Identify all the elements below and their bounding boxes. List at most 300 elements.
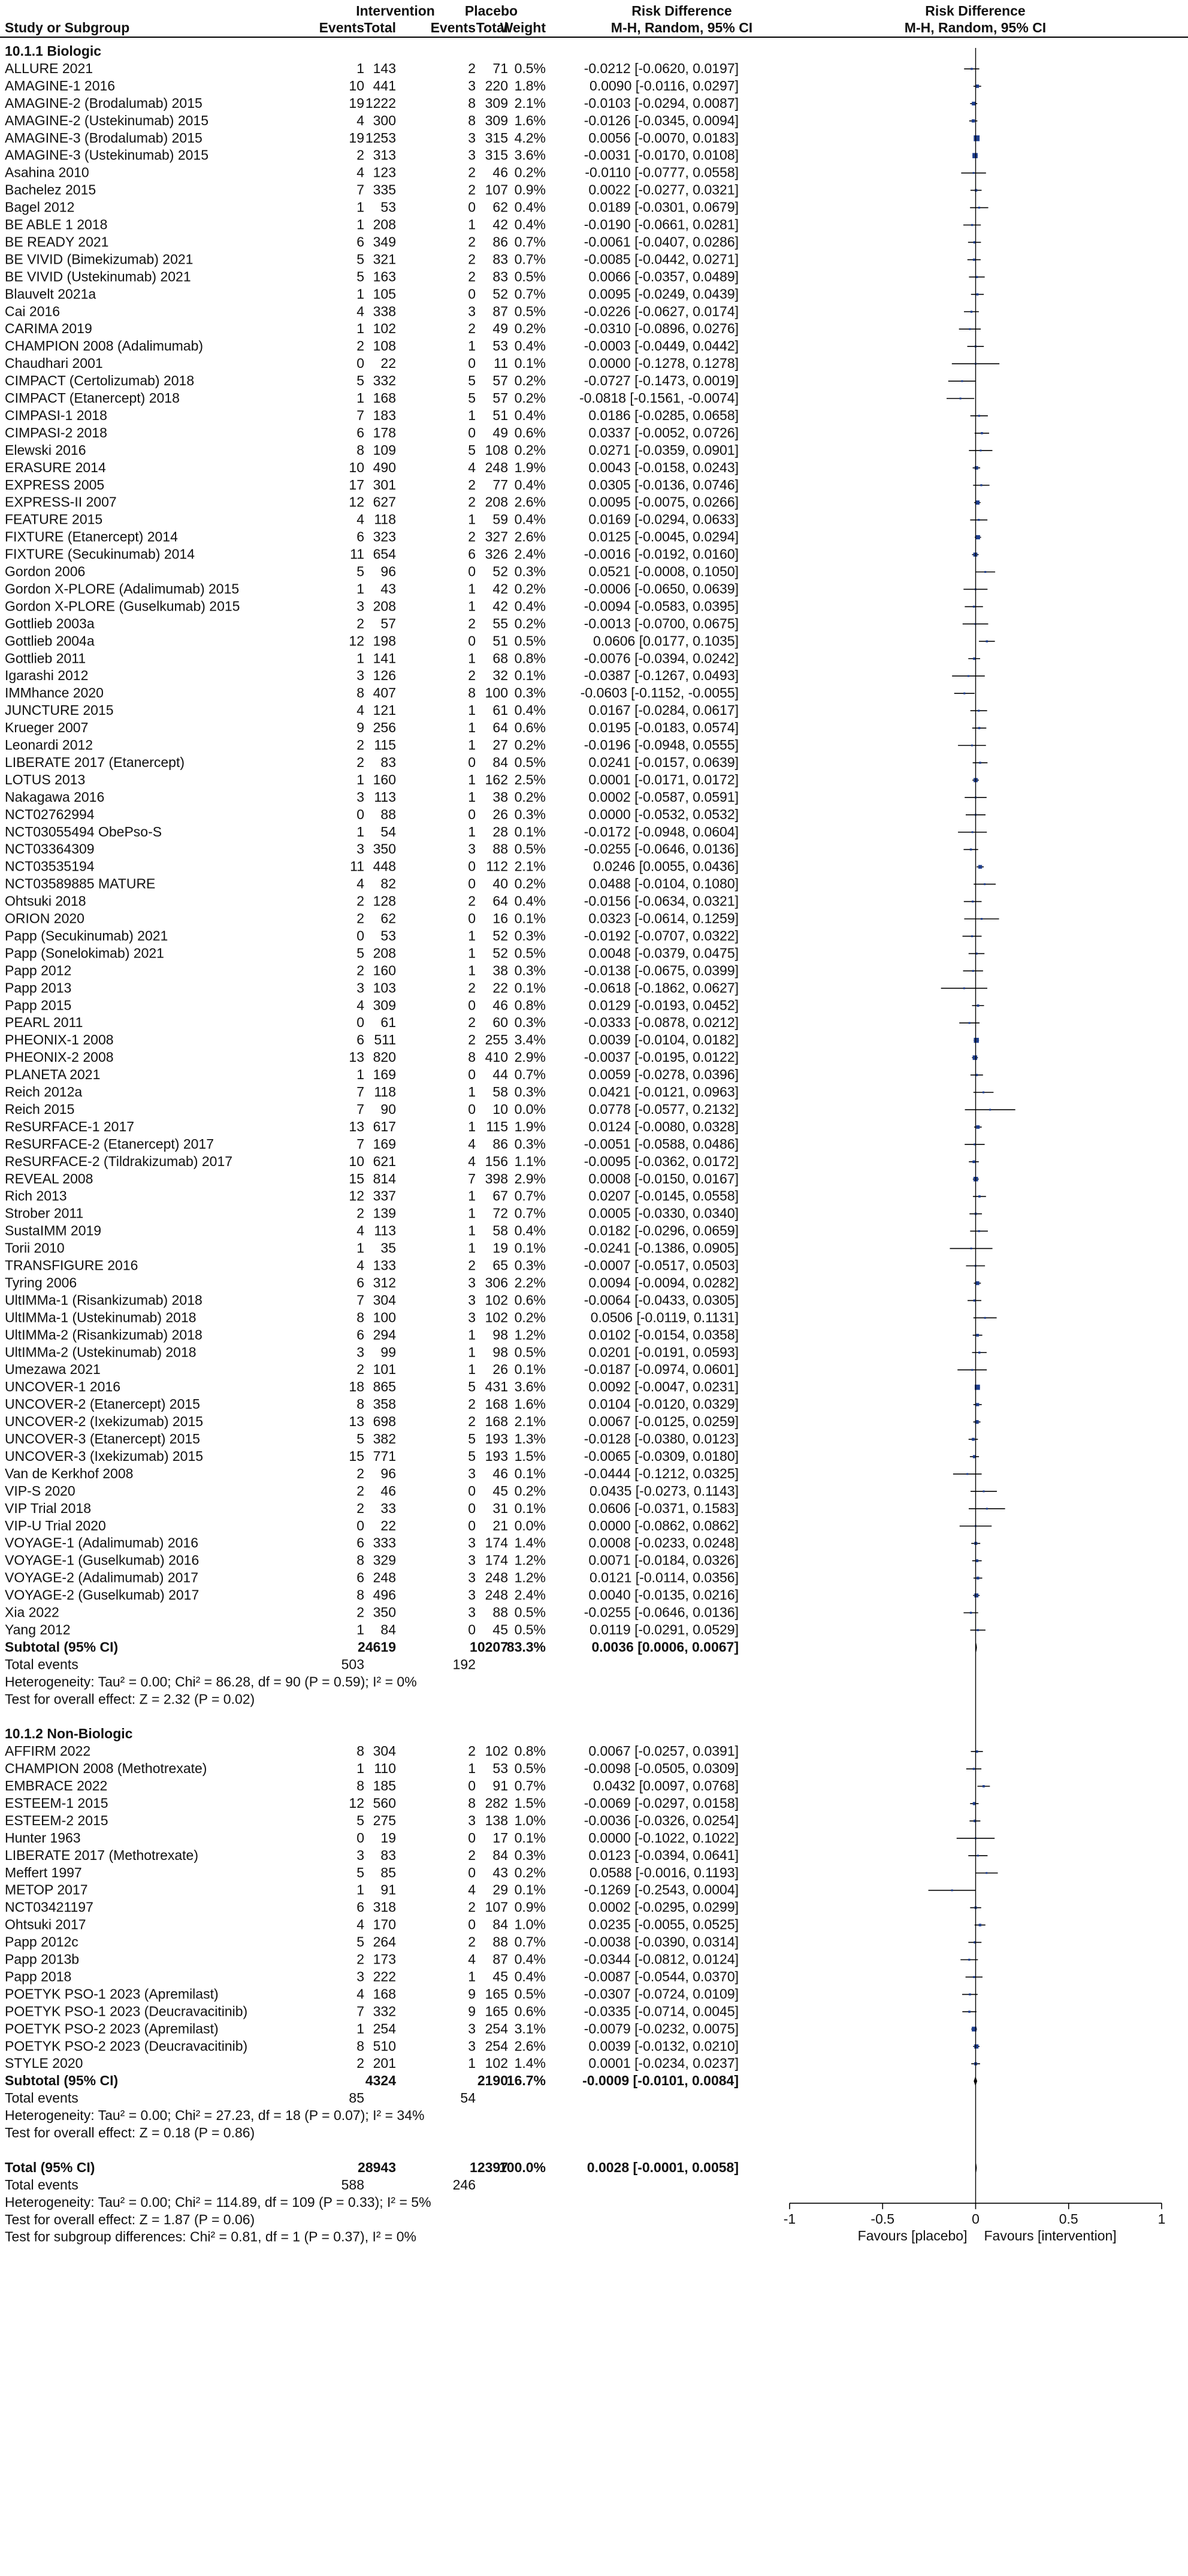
study-risk-difference: 0.0169 [-0.0294, 0.0633] — [588, 511, 739, 527]
study-name: LIBERATE 2017 (Methotrexate) — [5, 1847, 198, 1863]
study-events-placebo: 3 — [468, 841, 476, 857]
study-weight: 2.5% — [514, 771, 546, 787]
study-events-intervention: 7 — [356, 1292, 364, 1308]
study-name: IMMhance 2020 — [5, 685, 104, 701]
study-point-estimate — [984, 571, 986, 573]
study-risk-difference: 0.0521 [-0.0008, 0.1050] — [588, 563, 739, 579]
x-axis-tick-label: 0.5 — [1059, 2210, 1078, 2227]
header-plot-risk-difference: Risk Difference — [925, 3, 1026, 19]
study-events-placebo: 3 — [468, 147, 476, 163]
study-total-placebo: 32 — [492, 668, 508, 684]
study-risk-difference: -0.0226 [-0.0627, 0.0174] — [584, 303, 739, 319]
study-name: VIP-S 2020 — [5, 1482, 75, 1499]
study-events-placebo: 9 — [468, 1986, 476, 2002]
study-events-placebo: 1 — [468, 1760, 476, 1777]
study-events-intervention: 1 — [356, 650, 364, 666]
study-events-intervention: 2 — [356, 1205, 364, 1221]
study-name: PHEONIX-1 2008 — [5, 1032, 114, 1048]
study-total-placebo: 29 — [492, 1882, 508, 1898]
study-events-intervention: 0 — [356, 1014, 364, 1031]
study-name: FIXTURE (Etanercept) 2014 — [5, 529, 178, 545]
overall-events-intervention: 588 — [341, 2176, 364, 2193]
study-total-intervention: 85 — [380, 1864, 396, 1880]
study-weight: 0.7% — [514, 1778, 546, 1793]
study-weight: 0.2% — [514, 1309, 546, 1325]
study-point-estimate — [978, 415, 980, 416]
study-total-intervention: 621 — [373, 1153, 396, 1169]
study-risk-difference: 0.0337 [-0.0052, 0.0726] — [588, 424, 739, 440]
study-weight: 0.3% — [514, 962, 546, 979]
study-name: VOYAGE-1 (Adalimumab) 2016 — [5, 1535, 198, 1551]
study-total-placebo: 31 — [492, 1500, 508, 1516]
study-total-intervention: 169 — [373, 1136, 396, 1152]
study-total-intervention: 183 — [373, 407, 396, 423]
study-total-intervention: 96 — [380, 563, 396, 579]
study-point-estimate — [973, 1768, 975, 1769]
study-total-placebo: 306 — [485, 1275, 508, 1291]
study-point-estimate — [951, 1889, 953, 1891]
study-total-intervention: 441 — [373, 77, 396, 93]
study-name: SustaIMM 2019 — [5, 1222, 102, 1239]
study-events-intervention: 4 — [356, 1222, 364, 1239]
favours-intervention-label: Favours [intervention] — [984, 2227, 1117, 2243]
study-events-intervention: 8 — [356, 1743, 364, 1759]
study-point-estimate — [972, 970, 974, 972]
study-name: JUNCTURE 2015 — [5, 702, 114, 718]
study-total-intervention: 332 — [373, 373, 396, 389]
study-name: Nakagawa 2016 — [5, 789, 105, 805]
subtotal-label: Subtotal (95% CI) — [5, 2073, 119, 2089]
study-total-intervention: 333 — [373, 1535, 396, 1551]
study-risk-difference: 0.0000 [-0.1022, 0.1022] — [588, 1829, 739, 1846]
study-risk-difference: 0.0039 [-0.0132, 0.0210] — [588, 2038, 739, 2054]
study-total-intervention: 160 — [373, 962, 396, 979]
study-events-intervention: 7 — [356, 2003, 364, 2019]
study-point-estimate — [979, 762, 981, 763]
study-name: UNCOVER-1 2016 — [5, 1379, 121, 1395]
study-events-placebo: 2 — [468, 1743, 476, 1759]
study-name: AMAGINE-3 (Brodalumab) 2015 — [5, 129, 202, 146]
study-total-intervention: 256 — [373, 720, 396, 736]
study-total-intervention: 99 — [380, 1344, 396, 1360]
study-events-placebo: 2 — [468, 494, 476, 510]
study-point-estimate — [972, 1161, 975, 1163]
study-events-intervention: 0 — [356, 1829, 364, 1846]
study-risk-difference: 0.0129 [-0.0193, 0.0452] — [588, 997, 739, 1013]
study-events-placebo: 8 — [468, 112, 476, 128]
study-name: Ohtsuki 2017 — [5, 1916, 86, 1932]
x-axis-tick-label: -0.5 — [870, 2210, 895, 2227]
study-events-placebo: 3 — [468, 1309, 476, 1325]
study-point-estimate — [978, 1352, 980, 1354]
study-total-intervention: 118 — [374, 511, 396, 527]
study-point-estimate — [976, 1334, 979, 1337]
study-weight: 2.6% — [514, 2038, 546, 2054]
study-total-placebo: 168 — [485, 1414, 508, 1430]
study-weight: 0.5% — [514, 1344, 546, 1360]
study-weight: 0.2% — [514, 442, 546, 458]
study-point-estimate — [983, 1490, 985, 1492]
study-risk-difference: 0.0305 [-0.0136, 0.0746] — [588, 476, 739, 493]
study-total-placebo: 87 — [492, 303, 508, 319]
study-total-intervention: 123 — [373, 164, 396, 180]
study-events-intervention: 12 — [349, 1188, 364, 1204]
study-risk-difference: -0.0310 [-0.0896, 0.0276] — [584, 321, 739, 337]
study-weight: 0.7% — [514, 286, 546, 302]
subtotal-total-intervention: 24619 — [358, 1639, 396, 1655]
study-total-intervention: 771 — [373, 1448, 396, 1464]
study-events-intervention: 6 — [356, 529, 364, 545]
study-total-placebo: 156 — [485, 1153, 508, 1169]
study-events-intervention: 10 — [349, 459, 364, 475]
study-total-placebo: 16 — [492, 910, 508, 926]
study-weight: 0.7% — [514, 1205, 546, 1221]
study-events-placebo: 7 — [468, 1170, 476, 1186]
study-risk-difference: -0.0187 [-0.0974, 0.0601] — [584, 1361, 739, 1378]
study-name: Chaudhari 2001 — [5, 355, 103, 372]
study-events-intervention: 3 — [356, 1968, 364, 1985]
study-events-placebo: 1 — [468, 1240, 476, 1256]
study-risk-difference: 0.0323 [-0.0614, 0.1259] — [588, 910, 739, 926]
study-weight: 0.1% — [514, 1465, 546, 1481]
study-total-intervention: 350 — [373, 841, 396, 857]
study-weight: 3.6% — [514, 1379, 546, 1395]
study-events-intervention: 5 — [356, 268, 364, 285]
study-total-intervention: 53 — [380, 199, 396, 215]
study-total-intervention: 510 — [373, 2038, 396, 2054]
study-name: CARIMA 2019 — [5, 321, 92, 337]
study-risk-difference: 0.0488 [-0.0104, 0.1080] — [588, 875, 739, 892]
study-total-placebo: 220 — [485, 77, 508, 93]
study-events-placebo: 1 — [468, 702, 476, 718]
study-events-intervention: 2 — [356, 754, 364, 770]
study-total-placebo: 102 — [485, 1292, 508, 1308]
study-events-intervention: 19 — [349, 95, 364, 111]
study-point-estimate — [974, 2045, 978, 2049]
total-risk-difference: 0.0028 [-0.0001, 0.0058] — [587, 2159, 739, 2175]
study-weight: 1.0% — [514, 1812, 546, 1828]
study-name: ORION 2020 — [5, 910, 84, 926]
study-total-placebo: 100 — [485, 685, 508, 701]
study-risk-difference: 0.0071 [-0.0184, 0.0326] — [588, 1552, 739, 1568]
study-total-intervention: 33 — [380, 1500, 396, 1516]
study-risk-difference: -0.0241 [-0.1386, 0.0905] — [584, 1240, 739, 1256]
study-weight: 1.5% — [514, 1795, 546, 1811]
study-events-intervention: 8 — [356, 1552, 364, 1568]
study-weight: 0.6% — [514, 1292, 546, 1308]
study-risk-difference: -0.0255 [-0.0646, 0.0136] — [584, 841, 739, 857]
header-risk-difference: Risk Difference — [631, 3, 732, 19]
study-name: UNCOVER-3 (Ixekizumab) 2015 — [5, 1448, 204, 1464]
study-risk-difference: -0.0095 [-0.0362, 0.0172] — [584, 1153, 739, 1169]
study-point-estimate — [986, 1872, 987, 1874]
study-weight: 0.7% — [514, 1934, 546, 1950]
study-total-placebo: 52 — [492, 928, 508, 944]
study-total-intervention: 105 — [373, 286, 396, 302]
total-events-placebo: 54 — [460, 2090, 476, 2106]
subtotal-weight: 16.7% — [506, 2073, 546, 2089]
study-point-estimate — [973, 1055, 978, 1060]
study-risk-difference: 0.0059 [-0.0278, 0.0396] — [588, 1067, 739, 1083]
study-weight: 3.4% — [514, 1032, 546, 1048]
study-point-estimate — [963, 693, 965, 694]
study-events-intervention: 4 — [356, 1257, 364, 1273]
study-events-intervention: 4 — [356, 511, 364, 527]
study-risk-difference: -0.0128 [-0.0380, 0.0123] — [584, 1431, 739, 1446]
study-events-intervention: 1 — [356, 1760, 364, 1777]
study-name: ReSURFACE-2 (Tildrakizumab) 2017 — [5, 1153, 233, 1169]
study-name: Hunter 1963 — [5, 1829, 81, 1846]
study-total-placebo: 11 — [494, 355, 508, 372]
study-weight: 1.4% — [514, 2055, 546, 2071]
study-total-intervention: 109 — [373, 442, 396, 458]
study-point-estimate — [960, 398, 962, 400]
study-total-intervention: 139 — [373, 1205, 396, 1221]
study-weight: 0.5% — [514, 1604, 546, 1620]
study-total-intervention: 337 — [373, 1188, 396, 1204]
study-name: VIP-U Trial 2020 — [5, 1517, 106, 1533]
study-name: Papp 2013b — [5, 1951, 80, 1967]
study-risk-difference: -0.0016 [-0.0192, 0.0160] — [584, 546, 739, 562]
study-events-placebo: 1 — [468, 1344, 476, 1360]
study-name: EXPRESS 2005 — [5, 476, 105, 493]
study-events-placebo: 0 — [468, 1864, 476, 1880]
study-events-intervention: 3 — [356, 980, 364, 996]
study-risk-difference: -0.0094 [-0.0583, 0.0395] — [584, 598, 739, 614]
study-risk-difference: 0.0432 [0.0097, 0.0768] — [593, 1778, 739, 1793]
study-name: Reich 2015 — [5, 1101, 75, 1117]
header-weight: Weight — [500, 20, 546, 35]
study-name: FIXTURE (Secukinumab) 2014 — [5, 546, 195, 562]
study-events-placebo: 5 — [468, 373, 476, 389]
study-total-intervention: 627 — [373, 494, 396, 510]
study-weight: 0.4% — [514, 476, 546, 493]
study-weight: 0.5% — [514, 60, 546, 76]
study-name: Krueger 2007 — [5, 720, 89, 736]
study-name: Asahina 2010 — [5, 164, 89, 180]
study-events-placebo: 4 — [468, 1951, 476, 1967]
study-weight: 0.5% — [514, 1621, 546, 1638]
study-weight: 0.9% — [514, 1899, 546, 1915]
study-total-intervention: 91 — [380, 1882, 396, 1898]
study-risk-difference: 0.0000 [-0.1278, 0.1278] — [588, 355, 739, 372]
study-events-placebo: 3 — [468, 77, 476, 93]
study-total-intervention: 128 — [373, 893, 396, 909]
study-weight: 0.2% — [514, 875, 546, 892]
study-total-placebo: 26 — [492, 1361, 508, 1378]
study-total-intervention: 141 — [373, 650, 396, 666]
study-events-intervention: 6 — [356, 424, 364, 440]
study-events-placebo: 2 — [468, 668, 476, 684]
study-name: PLANETA 2021 — [5, 1067, 101, 1083]
study-events-placebo: 2 — [468, 1032, 476, 1048]
study-risk-difference: -0.0038 [-0.0390, 0.0314] — [584, 1934, 739, 1950]
study-weight: 0.7% — [514, 1188, 546, 1204]
study-weight: 0.3% — [514, 928, 546, 944]
study-weight: 0.2% — [514, 615, 546, 632]
study-name: Bachelez 2015 — [5, 182, 96, 198]
study-events-placebo: 2 — [468, 1847, 476, 1863]
study-total-intervention: 108 — [373, 338, 396, 354]
study-name: LIBERATE 2017 (Etanercept) — [5, 754, 185, 770]
study-events-intervention: 1 — [356, 823, 364, 839]
study-events-intervention: 2 — [356, 1465, 364, 1481]
subtotal-total-placebo: 10207 — [470, 1639, 508, 1655]
overall-total-events-label: Total events — [5, 2176, 78, 2193]
study-events-placebo: 2 — [468, 251, 476, 267]
study-name: POETYK PSO-1 2023 (Apremilast) — [5, 1986, 219, 2002]
study-total-intervention: 35 — [380, 1240, 396, 1256]
overall-events-placebo: 246 — [452, 2176, 476, 2193]
study-weight: 0.7% — [514, 234, 546, 250]
study-risk-difference: -0.0344 [-0.0812, 0.0124] — [584, 1951, 739, 1967]
study-weight: 0.6% — [514, 720, 546, 736]
study-total-placebo: 208 — [485, 494, 508, 510]
study-events-intervention: 1 — [356, 1067, 364, 1083]
study-name: AFFIRM 2022 — [5, 1743, 91, 1759]
study-weight: 1.4% — [514, 1535, 546, 1551]
study-events-intervention: 7 — [356, 1101, 364, 1117]
study-weight: 1.1% — [514, 1153, 546, 1169]
study-events-placebo: 2 — [468, 321, 476, 337]
study-total-placebo: 49 — [492, 321, 508, 337]
study-name: NCT03364309 — [5, 841, 95, 857]
study-total-placebo: 254 — [485, 2038, 508, 2054]
study-total-placebo: 51 — [492, 407, 508, 423]
study-total-placebo: 86 — [492, 1136, 508, 1152]
study-total-placebo: 174 — [485, 1552, 508, 1568]
study-events-intervention: 7 — [356, 407, 364, 423]
study-weight: 2.1% — [514, 1414, 546, 1430]
study-weight: 1.0% — [514, 1916, 546, 1932]
overall-heterogeneity: Heterogeneity: Tau² = 0.00; Chi² = 114.89, df = 109 (P = 0.33); I² = 5% — [5, 2194, 431, 2210]
study-risk-difference: 0.0588 [-0.0016, 0.1193] — [590, 1864, 739, 1880]
study-total-intervention: 312 — [373, 1275, 396, 1291]
study-events-placebo: 3 — [468, 1812, 476, 1828]
study-point-estimate — [970, 848, 972, 850]
study-events-placebo: 1 — [468, 216, 476, 232]
study-risk-difference: -0.0006 [-0.0650, 0.0639] — [584, 581, 739, 597]
study-point-estimate — [978, 865, 982, 869]
study-name: Reich 2012a — [5, 1084, 83, 1100]
study-events-intervention: 1 — [356, 199, 364, 215]
study-risk-difference: -0.0818 [-0.1561, -0.0074] — [579, 390, 739, 406]
study-risk-difference: 0.0195 [-0.0183, 0.0574] — [588, 720, 739, 736]
total-placebo: 12397 — [470, 2159, 508, 2175]
study-name: CIMPASI-1 2018 — [5, 407, 107, 423]
study-total-placebo: 98 — [492, 1327, 508, 1343]
study-total-placebo: 58 — [492, 1084, 508, 1100]
study-total-placebo: 102 — [485, 1309, 508, 1325]
study-risk-difference: -0.1269 [-0.2543, 0.0004] — [584, 1882, 739, 1898]
study-events-placebo: 2 — [468, 1257, 476, 1273]
header-total-intervention: Total — [364, 20, 396, 35]
subtotal-weight: 83.3% — [506, 1639, 546, 1655]
study-risk-difference: -0.0087 [-0.0544, 0.0370] — [584, 1968, 739, 1985]
study-events-placebo: 2 — [468, 1014, 476, 1031]
study-events-placebo: 4 — [468, 1136, 476, 1152]
study-point-estimate — [973, 657, 975, 660]
study-weight: 0.8% — [514, 650, 546, 666]
study-point-estimate — [984, 883, 986, 885]
study-events-placebo: 3 — [468, 1569, 476, 1586]
header-total-placebo: Total — [476, 20, 508, 35]
study-name: POETYK PSO-2 2023 (Apremilast) — [5, 2021, 219, 2037]
study-name: LOTUS 2013 — [5, 771, 86, 787]
study-total-intervention: 407 — [373, 685, 396, 701]
study-events-intervention: 4 — [356, 1986, 364, 2002]
study-total-intervention: 201 — [373, 2055, 396, 2071]
study-risk-difference: 0.0000 [-0.0532, 0.0532] — [588, 806, 739, 822]
study-total-placebo: 46 — [492, 1465, 508, 1481]
study-total-placebo: 46 — [492, 164, 508, 180]
study-total-intervention: 173 — [373, 1951, 396, 1967]
study-risk-difference: -0.0098 [-0.0505, 0.0309] — [584, 1760, 739, 1777]
study-total-intervention: 22 — [380, 355, 396, 372]
study-weight: 1.3% — [514, 1431, 546, 1446]
study-total-placebo: 67 — [492, 1188, 508, 1204]
study-total-placebo: 83 — [492, 268, 508, 285]
subtotal-total-placebo: 2190 — [477, 2073, 508, 2089]
study-weight: 0.4% — [514, 893, 546, 909]
study-name: AMAGINE-2 (Ustekinumab) 2015 — [5, 112, 209, 128]
study-events-placebo: 8 — [468, 95, 476, 111]
study-risk-difference: 0.0271 [-0.0359, 0.0901] — [588, 442, 739, 458]
study-risk-difference: -0.0212 [-0.0620, 0.0197] — [584, 60, 739, 76]
study-name: BE VIVID (Bimekizumab) 2021 — [5, 251, 194, 267]
study-total-intervention: 126 — [373, 668, 396, 684]
study-risk-difference: 0.0125 [-0.0045, 0.0294] — [588, 529, 739, 545]
study-name: Torii 2010 — [5, 1240, 65, 1256]
study-total-intervention: 82 — [380, 875, 396, 892]
study-point-estimate — [976, 1125, 980, 1129]
study-risk-difference: 0.0167 [-0.0284, 0.0617] — [588, 702, 739, 718]
study-risk-difference: 0.0124 [-0.0080, 0.0328] — [588, 1118, 739, 1134]
study-total-intervention: 208 — [373, 598, 396, 614]
study-total-intervention: 22 — [380, 1517, 396, 1533]
study-name: Xia 2022 — [5, 1604, 59, 1620]
study-total-intervention: 170 — [373, 1916, 396, 1932]
study-total-placebo: 282 — [485, 1795, 508, 1811]
study-total-intervention: 118 — [374, 1084, 396, 1100]
study-total-placebo: 45 — [492, 1482, 508, 1499]
study-risk-difference: 0.0067 [-0.0125, 0.0259] — [588, 1414, 739, 1430]
study-name: Gordon 2006 — [5, 563, 86, 579]
study-total-intervention: 102 — [373, 321, 396, 337]
study-events-intervention: 12 — [349, 1795, 364, 1811]
study-risk-difference: 0.0005 [-0.0330, 0.0340] — [588, 1205, 739, 1221]
study-events-placebo: 4 — [468, 1882, 476, 1898]
study-events-placebo: 5 — [468, 1379, 476, 1395]
study-name: Cai 2016 — [5, 303, 61, 319]
study-name: Gottlieb 2004a — [5, 633, 95, 649]
study-name: POETYK PSO-1 2023 (Deucravacitinib) — [5, 2003, 248, 2019]
study-events-intervention: 2 — [356, 1361, 364, 1378]
header-study: Study or Subgroup — [5, 20, 130, 35]
study-point-estimate — [972, 153, 978, 158]
study-total-intervention: 88 — [380, 806, 396, 822]
study-events-intervention: 4 — [356, 112, 364, 128]
study-risk-difference: -0.0064 [-0.0433, 0.0305] — [584, 1292, 739, 1308]
study-total-placebo: 102 — [485, 2055, 508, 2071]
study-total-intervention: 448 — [373, 858, 396, 874]
study-point-estimate — [968, 2011, 971, 2013]
study-events-intervention: 2 — [356, 615, 364, 632]
study-events-intervention: 6 — [356, 1032, 364, 1048]
study-events-intervention: 3 — [356, 1344, 364, 1360]
study-events-intervention: 8 — [356, 1587, 364, 1603]
study-total-intervention: 163 — [373, 268, 396, 285]
